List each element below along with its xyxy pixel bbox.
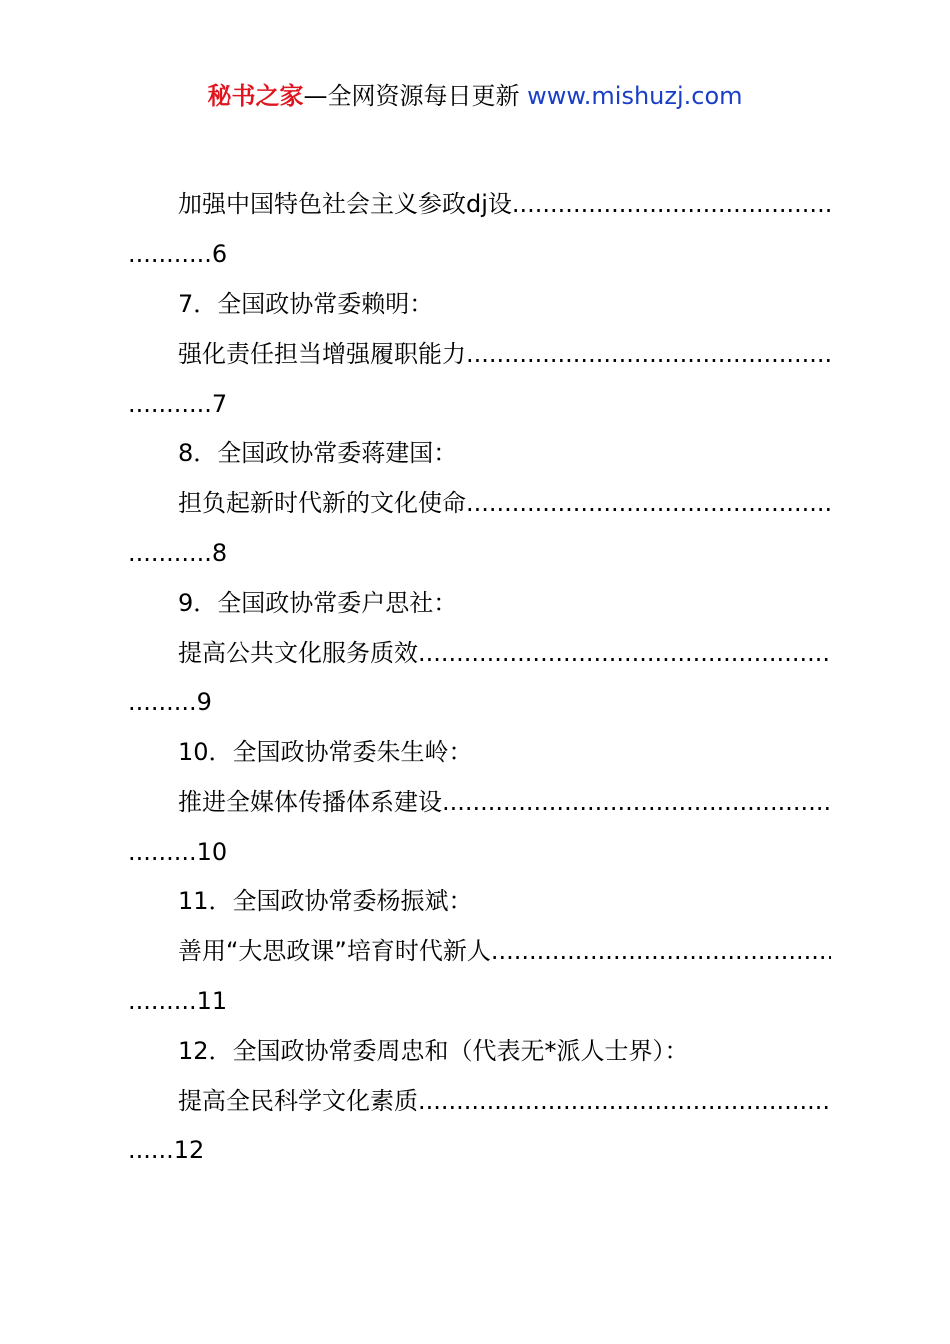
toc-entry-7-page: ...........7 <box>128 390 228 418</box>
header-tagline: —全网资源每日更新 <box>303 82 520 110</box>
dot-leader <box>442 786 831 818</box>
dot-leader <box>418 1085 831 1117</box>
dot-leader <box>418 637 831 669</box>
brand-name: 秘书之家 <box>207 82 304 110</box>
toc-entry-9-page: .........9 <box>128 688 212 716</box>
toc-entry-11-speaker: 11．全国政协常委杨振斌： <box>178 887 473 915</box>
toc-entry-11-title[interactable] <box>178 935 831 967</box>
toc-entry-9-speaker: 9．全国政协常委户思社： <box>178 589 458 617</box>
toc-entry-7-speaker: 7．全国政协常委赖明： <box>178 290 434 318</box>
toc-entry-12-speaker: 12．全国政协常委周忠和（代表无*派人士界）： <box>178 1037 689 1065</box>
toc-title-text: 提高全民科学文化素质 <box>178 1087 418 1115</box>
toc-entry-6-page: ...........6 <box>128 240 228 268</box>
toc-entry-12-title[interactable] <box>178 1085 831 1117</box>
toc-title-text: 善用“大思政课”培育时代新人 <box>178 937 491 965</box>
toc-entry-10-title[interactable] <box>178 786 831 818</box>
toc-entry-10-speaker: 10．全国政协常委朱生岭： <box>178 738 473 766</box>
toc-entry-8-title[interactable] <box>178 487 831 519</box>
dot-leader <box>466 487 831 519</box>
toc-entry-7-title[interactable] <box>178 338 831 370</box>
toc-title-text: 加强中国特色社会主义参政dj设 <box>178 190 512 218</box>
toc-entry-11-page: .........11 <box>128 987 228 1015</box>
toc-entry-12-page: ......12 <box>128 1136 205 1164</box>
dot-leader <box>466 338 831 370</box>
toc-title-text: 强化责任担当增强履职能力 <box>178 340 466 368</box>
toc-entry-10-page: .........10 <box>128 838 228 866</box>
dot-leader <box>512 188 831 220</box>
toc-entry-6-title[interactable] <box>178 188 831 220</box>
toc-entry-9-title[interactable] <box>178 637 831 669</box>
header-url[interactable]: www.mishuzj.com <box>527 82 743 110</box>
toc-entry-8-page: ...........8 <box>128 539 228 567</box>
toc-title-text: 提高公共文化服务质效 <box>178 639 418 667</box>
toc-title-text: 担负起新时代新的文化使命 <box>178 489 466 517</box>
toc-entry-8-speaker: 8．全国政协常委蒋建国： <box>178 439 458 467</box>
dot-leader <box>491 935 831 967</box>
page-header <box>0 80 950 112</box>
toc-title-text: 推进全媒体传播体系建设 <box>178 788 442 816</box>
